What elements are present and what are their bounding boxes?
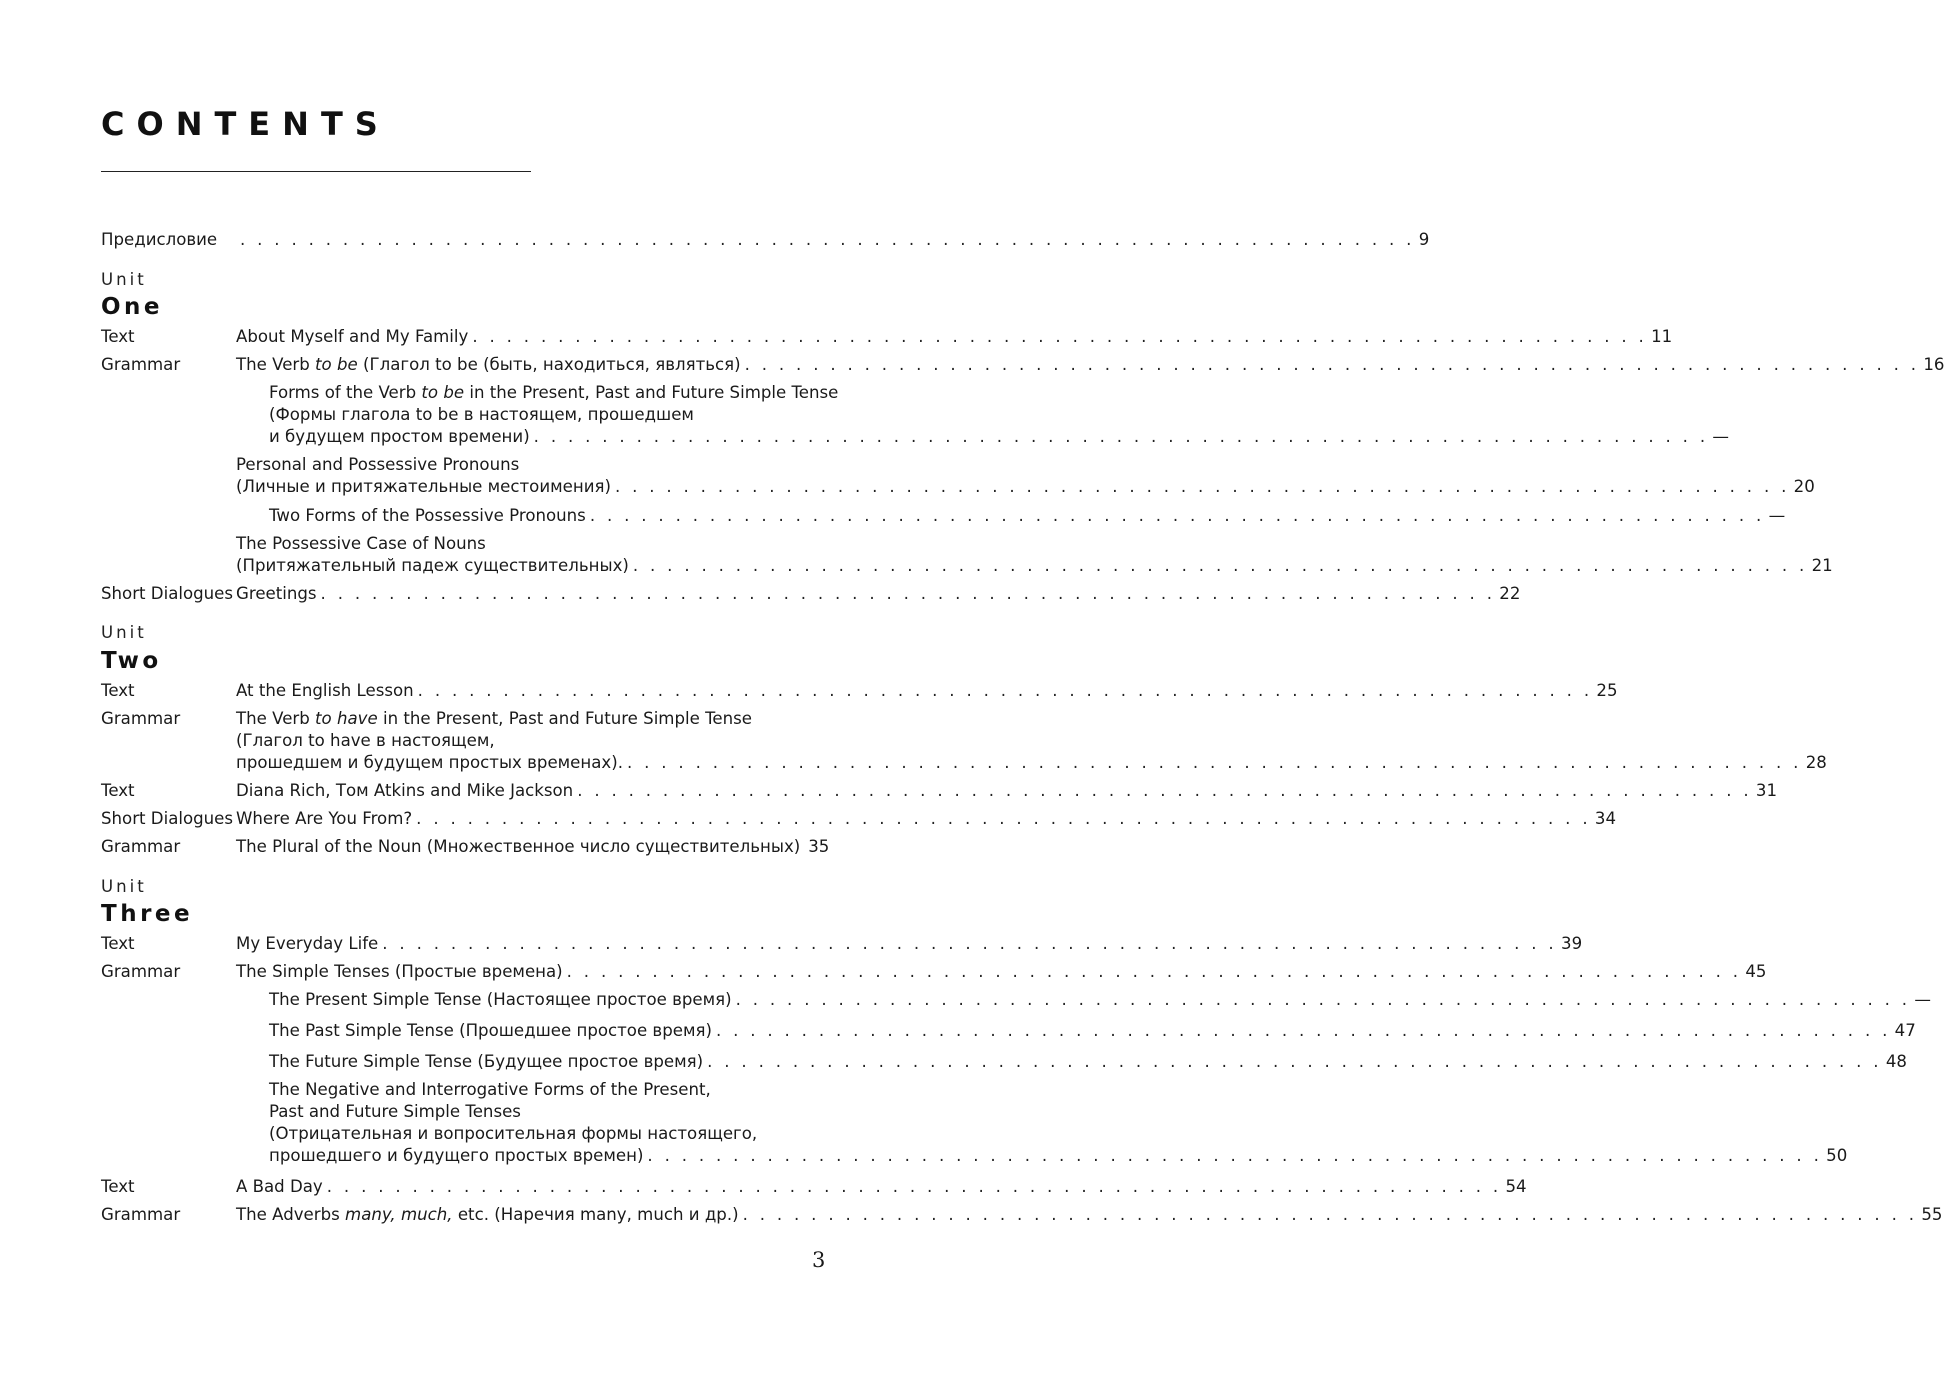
toc-entry-title-line: прошедшем и будущем простых временах). (236, 753, 623, 772)
leader-dots: . . . . . . . . . . . . . . . . . . . . . . . . . . . . . . . . . . . . . . . . . . . . . . . . . . . . . . . . . . . . . . . . . . . . . (417, 681, 1593, 700)
title-rule (101, 171, 531, 172)
toc-entry-title-line: (Отрицательная и вопросительная формы настоящего, (269, 1124, 758, 1143)
toc-entry-title-line: Past and Future Simple Tenses (269, 1102, 521, 1121)
page-ref: 21 (1811, 556, 1833, 575)
page-number: 3 (812, 1248, 826, 1272)
leader-dots: . . . . . . . . . . . . . . . . . . . . . . . . . . . . . . . . . . . . . . . . . . . . . . . . . . . . . . . . . . . . . . . . . . . . . (626, 753, 1802, 772)
page-ref: 39 (1561, 934, 1583, 953)
toc-entry-title: The Adverbs many, much, etc. (Наречия many, much и др.) (236, 1205, 739, 1224)
toc-entry-title: The Verb to have in the Present, Past and Future Simple Tense (236, 709, 752, 728)
toc-entry-title: Diana Rich, Том Atkins and Mike Jackson (236, 781, 574, 800)
page-ref: 31 (1755, 781, 1778, 800)
page-ref: 50 (1826, 1146, 1848, 1165)
page-ref: 54 (1505, 1177, 1527, 1196)
section-label: Text (101, 681, 135, 700)
leader-dots: . . . . . . . . . . . . . . . . . . . . . . . . . . . . . . . . . . . . . . . . . . . . . . . . . . . . . . . . . . . . . . . . . . . . . (533, 427, 1709, 446)
unit-three-heading: Three (101, 901, 194, 927)
section-label: Text (101, 1177, 135, 1196)
unit-two-heading: Two (101, 648, 162, 674)
toc-entry-title: Greetings (236, 584, 317, 603)
leader-dots: . . . . . . . . . . . . . . . . . . . . . . . . . . . . . . . . . . . . . . . . . . . . . . . . . . . . . . . . . . . . . . . . . . . . . (614, 477, 1790, 496)
toc-entry-title: The Present Simple Tense (Настоящее простое время) (269, 990, 732, 1009)
section-label: Text (101, 327, 135, 346)
toc-entry-title: The Verb to be (Глагол to be (быть, находиться, являться) (236, 355, 741, 374)
unit-one-heading: One (101, 294, 164, 320)
toc-entry-title: My Everyday Life (236, 934, 379, 953)
leader-dots: . . . . . . . . . . . . . . . . . . . . . . . . . . . . . . . . . . . . . . . . . . . . . . . . . . . . . . . . . . . . . . . . . . . . . (632, 556, 1808, 575)
toc-entry-title-line: (Глагол to have в настоящем, (236, 731, 495, 750)
section-label: Short Dialogues (101, 809, 234, 828)
section-label: Text (101, 934, 135, 953)
page-ref: 48 (1885, 1052, 1907, 1071)
page-ref: 55 (1921, 1205, 1943, 1224)
leader-dots: . . . . . . . . . . . . . . . . . . . . . . . . . . . . . . . . . . . . . . . . . . . . . . . . . . . . . . . . . . . . . . . . . . . . . (320, 584, 1496, 603)
toc-entry-title-line: (Личные и притяжательные местоимения) (236, 477, 611, 496)
section-label: Text (101, 781, 135, 800)
leader-dots: . . . . . . . . . . . . . . . . . . . . . . . . . . . . . . . . . . . . . . . . . . . . . . . . . . . . . . . . . . . . . . . . . . . . . (240, 230, 1415, 249)
leader-dots: . . . . . . . . . . . . . . . . . . . . . . . . . . . . . . . . . . . . . . . . . . . . . . . . . . . . . . . . . . . . . . . . . . . . . (416, 809, 1591, 828)
toc-entry-title: Предисловие (101, 230, 218, 249)
page-ref: 20 (1793, 477, 1815, 496)
leader-dots: . . . . . . . . . . . . . . . . . . . . . . . . . . . . . . . . . . . . . . . . . . . . . . . . . . . . . . . . . . . . . . . . . . . . . (589, 506, 1765, 525)
leader-dots: . . . . . . . . . . . . . . . . . . . . . . . . . . . . . . . . . . . . . . . . . . . . . . . . . . . . . . . . . . . . . . . . . . . . . (744, 355, 1920, 374)
toc-entry-title: The Plural of the Noun (Множественное число существительных) (236, 837, 801, 856)
toc-entry-title: The Past Simple Tense (Прошедшее простое время) (269, 1021, 712, 1040)
toc-entry-title-line: (Притяжательный падеж существительных) (236, 556, 629, 575)
leader-dots: . . . . . . . . . . . . . . . . . . . . . . . . . . . . . . . . . . . . . . . . . . . . . . . . . . . . . . . . . . . . . . . . . . . . . (326, 1177, 1502, 1196)
page-title: CONTENTS (101, 105, 390, 143)
page-ref: 16 (1923, 355, 1944, 374)
toc-entry-title: A Bad Day (236, 1177, 323, 1196)
page-ref: 22 (1499, 584, 1521, 603)
unit-label: Unit (101, 877, 147, 896)
toc-entry-title: About Myself and My Family (236, 327, 469, 346)
toc-entry-title: Forms of the Verb to be in the Present, Past and Future Simple Tense (269, 383, 839, 402)
toc-entry-title: The Possessive Case of Nouns (236, 534, 486, 553)
toc-entry-title: The Simple Tenses (Простые времена) (236, 962, 563, 981)
page-ref: — (1914, 990, 1931, 1009)
leader-dots: . . . . . . . . . . . . . . . . . . . . . . . . . . . . . . . . . . . . . . . . . . . . . . . . . . . . . . . . . . . . . . . . . . . . . (707, 1052, 1882, 1071)
page-ref: 35 (808, 837, 830, 856)
page-ref: — (1768, 506, 1786, 525)
section-label: Grammar (101, 1205, 181, 1224)
page-ref: 34 (1594, 809, 1617, 828)
leader-dots: . . . . . . . . . . . . . . . . . . . . . . . . . . . . . . . . . . . . . . . . . . . . . . . . . . . . . . . . . . . . . . . . . . . . . (715, 1021, 1891, 1040)
leader-dots: . . . . . . . . . . . . . . . . . . . . . . . . . . . . . . . . . . . . . . . . . . . . . . . . . . . . . . . . . . . . . . . . . . . . . (472, 327, 1648, 346)
section-label: Grammar (101, 709, 181, 728)
toc-entry-title: Personal and Possessive Pronouns (236, 455, 520, 474)
toc-entry-title: The Future Simple Tense (Будущее простое время) (269, 1052, 704, 1071)
page-ref: — (1712, 427, 1729, 446)
unit-label: Unit (101, 623, 147, 642)
page-ref: 9 (1418, 230, 1430, 249)
page-ref: 45 (1745, 962, 1767, 981)
section-label: Grammar (101, 355, 181, 374)
toc-entry-title-line: прошедшего и будущего простых времен) (269, 1146, 644, 1165)
toc-entry-title: Where Are You From? (236, 809, 413, 828)
unit-label: Unit (101, 270, 147, 289)
section-label: Grammar (101, 837, 181, 856)
section-label: Grammar (101, 962, 181, 981)
page-ref: 28 (1805, 753, 1827, 772)
leader-dots: . . . . . . . . . . . . . . . . . . . . . . . . . . . . . . . . . . . . . . . . . . . . . . . . . . . . . . . . . . . . . . . . . . . . . (577, 781, 1752, 800)
leader-dots: . . . . . . . . . . . . . . . . . . . . . . . . . . . . . . . . . . . . . . . . . . . . . . . . . . . . . . . . . . . . . . . . . . . . . (735, 990, 1911, 1009)
toc-entry-title: At the English Lesson (236, 681, 414, 700)
leader-dots: . . . . . . . . . . . . . . . . . . . . . . . . . . . . . . . . . . . . . . . . . . . . . . . . . . . . . . . . . . . . . . . . . . . . . (566, 962, 1742, 981)
toc-entry-title: The Negative and Interrogative Forms of the Present, (269, 1080, 711, 1099)
page-ref: 11 (1651, 327, 1673, 346)
page-ref: 25 (1596, 681, 1618, 700)
leader-dots: . . . . . . . . . . . . . . . . . . . . . . . . . . . . . . . . . . . . . . . . . . . . . . . . . . . . . . . . . . . . . . . . . . . . . (382, 934, 1558, 953)
leader-dots: . . . . . . . . . . . . . . . . . . . . . . . . . . . . . . . . . . . . . . . . . . . . . . . . . . . . . . . . . . . . . . . . . . . . . (742, 1205, 1918, 1224)
leader-dots: . . . . . . . . . . . . . . . . . . . . . . . . . . . . . . . . . . . . . . . . . . . . . . . . . . . . . . . . . . . . . . . . . . . . . (647, 1146, 1823, 1165)
page-ref: 47 (1894, 1021, 1916, 1040)
section-label: Short Dialogues (101, 584, 234, 603)
toc-entry-title: Two Forms of the Possessive Pronouns (269, 506, 586, 525)
toc-entry-title-line: и будущем простом времени) (269, 427, 530, 446)
toc-entry-title-line: (Формы глагола to be в настоящем, прошедшем (269, 405, 694, 424)
